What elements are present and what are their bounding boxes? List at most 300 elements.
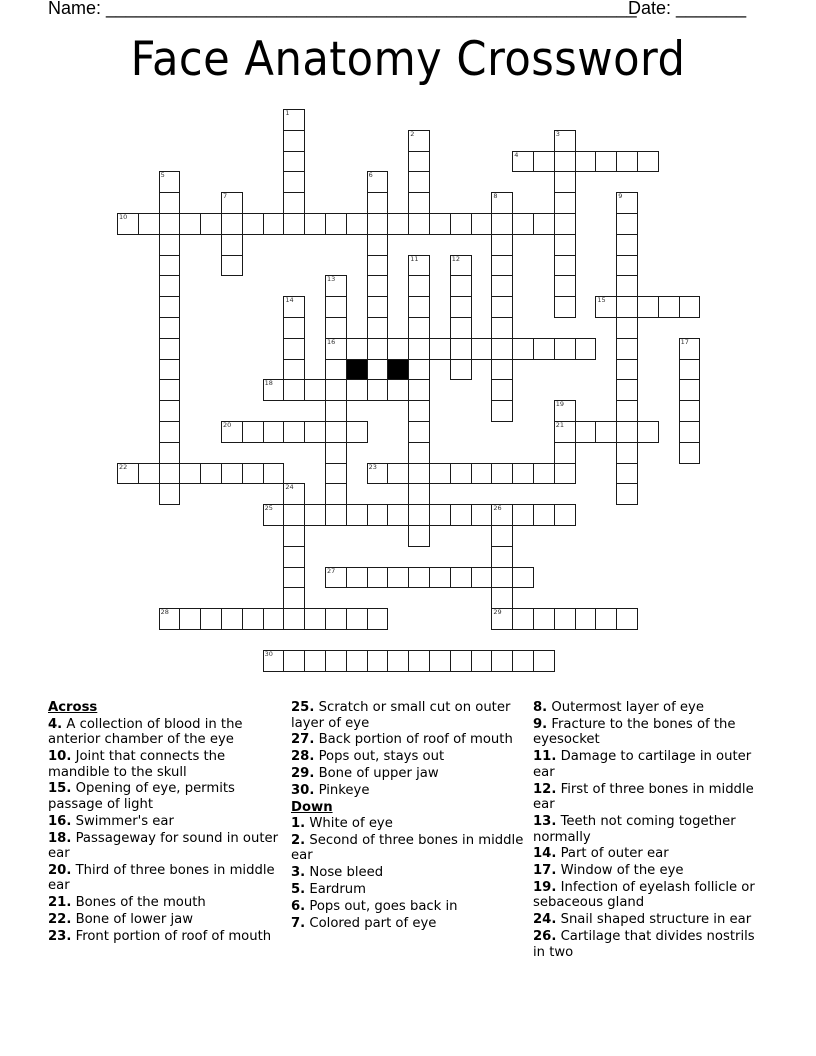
grid-cell[interactable] xyxy=(387,650,409,672)
grid-cell[interactable] xyxy=(367,359,389,381)
clue-number: 18 xyxy=(264,379,273,388)
clue-number: 28 xyxy=(160,608,169,617)
grid-cell[interactable] xyxy=(387,338,409,360)
grid-cell[interactable] xyxy=(367,608,389,630)
grid-cell[interactable] xyxy=(367,255,389,277)
grid-cell[interactable] xyxy=(595,296,617,318)
grid-cell[interactable] xyxy=(346,567,368,589)
grid-cell[interactable] xyxy=(283,483,305,505)
grid-cell[interactable] xyxy=(554,171,576,193)
clue-num: 30. xyxy=(291,782,315,798)
grid-cell[interactable] xyxy=(679,296,701,318)
grid-cell[interactable] xyxy=(408,171,430,193)
clue-num: 24. xyxy=(533,912,557,928)
grid-cell[interactable] xyxy=(408,650,430,672)
grid-cell[interactable] xyxy=(471,504,493,526)
grid-cell[interactable] xyxy=(346,608,368,630)
grid-cell[interactable] xyxy=(554,442,576,464)
grid-cell[interactable] xyxy=(263,421,285,443)
grid-cell[interactable] xyxy=(491,275,513,297)
grid-cell[interactable] xyxy=(491,587,513,609)
grid-cell[interactable] xyxy=(616,275,638,297)
grid-cell[interactable] xyxy=(491,463,513,485)
grid-cell[interactable] xyxy=(554,275,576,297)
grid-cell[interactable] xyxy=(200,213,222,235)
grid-cell[interactable] xyxy=(491,338,513,360)
clue-num: 4. xyxy=(48,716,63,732)
grid-cell[interactable] xyxy=(159,483,181,505)
grid-cell[interactable] xyxy=(450,338,472,360)
grid-cell[interactable] xyxy=(450,317,472,339)
grid-cell[interactable] xyxy=(159,275,181,297)
grid-cell[interactable] xyxy=(408,296,430,318)
grid-cell[interactable] xyxy=(616,151,638,173)
grid-cell[interactable] xyxy=(554,130,576,152)
clue-text: A collection of blood in the anterior chamber of the eye xyxy=(48,716,243,748)
grid-cell[interactable] xyxy=(242,421,264,443)
grid-cell[interactable] xyxy=(117,463,139,485)
grid-cell[interactable] xyxy=(304,650,326,672)
grid-cell[interactable] xyxy=(575,151,597,173)
grid-cell[interactable] xyxy=(595,151,617,173)
grid-cell[interactable] xyxy=(283,546,305,568)
clue-number: 24 xyxy=(285,483,294,492)
grid-cell[interactable] xyxy=(408,192,430,214)
grid-cell[interactable] xyxy=(304,608,326,630)
grid-cell[interactable] xyxy=(408,317,430,339)
grid-cell[interactable] xyxy=(283,504,305,526)
grid-cell[interactable] xyxy=(429,650,451,672)
grid-cell[interactable] xyxy=(491,608,513,630)
clue-text: Colored part of eye xyxy=(305,915,437,931)
grid-cell[interactable] xyxy=(283,109,305,131)
grid-cell[interactable] xyxy=(325,421,347,443)
grid-cell[interactable] xyxy=(283,567,305,589)
grid-cell[interactable] xyxy=(408,338,430,360)
grid-cell[interactable] xyxy=(221,255,243,277)
clue-num: 28. xyxy=(291,749,315,765)
grid-cell[interactable] xyxy=(221,234,243,256)
clue-number: 9 xyxy=(618,192,623,201)
grid-cell[interactable] xyxy=(325,504,347,526)
clue-across-item xyxy=(48,912,284,928)
grid-cell[interactable] xyxy=(367,567,389,589)
name-label: Name: xyxy=(48,0,102,18)
grid-cell[interactable] xyxy=(179,213,201,235)
grid-cell[interactable] xyxy=(283,338,305,360)
grid-cell[interactable] xyxy=(450,359,472,381)
grid-cell[interactable] xyxy=(159,379,181,401)
grid-cell[interactable] xyxy=(616,379,638,401)
grid-cell[interactable] xyxy=(346,338,368,360)
grid-cell[interactable] xyxy=(595,608,617,630)
grid-cell[interactable] xyxy=(367,171,389,193)
clue-text: Bones of the mouth xyxy=(71,895,206,911)
grid-cell[interactable] xyxy=(367,234,389,256)
clue-num: 23. xyxy=(48,928,72,944)
grid-cell[interactable] xyxy=(512,504,534,526)
grid-cell[interactable] xyxy=(491,359,513,381)
grid-cell[interactable] xyxy=(450,255,472,277)
grid-cell[interactable] xyxy=(450,567,472,589)
grid-cell[interactable] xyxy=(471,650,493,672)
clue-num: 8. xyxy=(533,700,548,715)
grid-cell[interactable] xyxy=(221,421,243,443)
grid-cell[interactable] xyxy=(471,338,493,360)
clue-number: 1 xyxy=(285,109,290,117)
grid-cell[interactable] xyxy=(512,338,534,360)
grid-cell[interactable] xyxy=(679,379,701,401)
grid-cell[interactable] xyxy=(242,463,264,485)
grid-cell[interactable] xyxy=(429,504,451,526)
grid-cell[interactable] xyxy=(367,296,389,318)
grid-cell[interactable] xyxy=(159,213,181,235)
grid-cell[interactable] xyxy=(491,504,513,526)
grid-cell[interactable] xyxy=(325,567,347,589)
grid-cell[interactable] xyxy=(616,255,638,277)
grid-cell[interactable] xyxy=(595,421,617,443)
grid-cell[interactable] xyxy=(325,317,347,339)
grid-cell[interactable] xyxy=(159,421,181,443)
clue-num: 12. xyxy=(533,781,557,797)
grid-cell[interactable] xyxy=(283,359,305,381)
grid-cell[interactable] xyxy=(491,192,513,214)
grid-cell[interactable] xyxy=(283,525,305,547)
grid-cell[interactable] xyxy=(346,213,368,235)
grid-cell[interactable] xyxy=(575,421,597,443)
clue-text: Opening of eye, permits passage of light xyxy=(48,781,235,812)
grid-cell[interactable] xyxy=(159,359,181,381)
grid-cell[interactable] xyxy=(263,379,285,401)
grid-cell[interactable] xyxy=(491,546,513,568)
grid-cell[interactable] xyxy=(387,567,409,589)
clue-number: 11 xyxy=(410,254,419,263)
grid-cell[interactable] xyxy=(325,463,347,485)
clue-down-item xyxy=(533,749,769,780)
grid-cell[interactable] xyxy=(512,463,534,485)
clue-number: 23 xyxy=(368,462,377,471)
grid-cell[interactable] xyxy=(616,359,638,381)
clue-across-item xyxy=(48,749,284,780)
grid-cell[interactable] xyxy=(616,608,638,630)
grid-cell[interactable] xyxy=(491,213,513,235)
clue-text: Bone of lower jaw xyxy=(71,912,194,928)
grid-cell[interactable] xyxy=(325,296,347,318)
grid-cell[interactable] xyxy=(283,379,305,401)
grid-cell[interactable] xyxy=(491,525,513,547)
clue-text: Outermost layer of eye xyxy=(547,700,704,715)
clue-num: 17. xyxy=(533,863,557,879)
grid-cell[interactable] xyxy=(283,317,305,339)
grid-cell[interactable] xyxy=(325,442,347,464)
grid-cell[interactable] xyxy=(554,296,576,318)
grid-cell[interactable] xyxy=(283,171,305,193)
grid-cell[interactable] xyxy=(263,213,285,235)
grid-cell[interactable] xyxy=(283,587,305,609)
grid-cell[interactable] xyxy=(346,379,368,401)
grid-cell[interactable] xyxy=(616,192,638,214)
grid-cell[interactable] xyxy=(679,442,701,464)
grid-cell[interactable] xyxy=(533,504,555,526)
grid-cell[interactable] xyxy=(179,608,201,630)
grid-cell[interactable] xyxy=(263,463,285,485)
grid-cell[interactable] xyxy=(554,338,576,360)
clue-text: Teeth not coming together normally xyxy=(533,813,736,845)
grid-cell[interactable] xyxy=(408,130,430,152)
grid-cell[interactable] xyxy=(429,567,451,589)
grid-cell[interactable] xyxy=(491,379,513,401)
grid-cell[interactable] xyxy=(471,213,493,235)
grid-cell[interactable] xyxy=(159,255,181,277)
grid-cell[interactable] xyxy=(200,608,222,630)
grid-cell[interactable] xyxy=(367,192,389,214)
clue-number: 21 xyxy=(555,421,565,429)
grid-cell[interactable] xyxy=(533,338,555,360)
clue-across-item xyxy=(48,717,284,748)
grid-cell[interactable] xyxy=(408,359,430,381)
clue-across-item xyxy=(48,895,284,911)
grid-cell[interactable] xyxy=(533,213,555,235)
clue-num: 16. xyxy=(48,813,72,829)
clue-number: 7 xyxy=(223,192,228,201)
grid-cell[interactable] xyxy=(429,338,451,360)
grid-cell[interactable] xyxy=(554,463,576,485)
grid-cell[interactable] xyxy=(616,421,638,443)
grid-cell[interactable] xyxy=(325,359,347,381)
grid-cell[interactable] xyxy=(450,296,472,318)
grid-cell[interactable] xyxy=(679,359,701,381)
grid-cell[interactable] xyxy=(554,192,576,214)
grid-cell[interactable] xyxy=(159,400,181,422)
clue-num: 15. xyxy=(48,781,72,797)
grid-cell[interactable] xyxy=(512,213,534,235)
grid-cell[interactable] xyxy=(408,483,430,505)
clue-num: 6. xyxy=(291,898,306,914)
grid-cell[interactable] xyxy=(554,151,576,173)
grid-cell[interactable] xyxy=(408,463,430,485)
clues-column-2 xyxy=(291,700,527,932)
grid-cell[interactable] xyxy=(408,504,430,526)
clue-number: 13 xyxy=(327,275,336,284)
grid-cell[interactable] xyxy=(491,317,513,339)
grid-cell[interactable] xyxy=(325,213,347,235)
grid-cell[interactable] xyxy=(533,650,555,672)
grid-cell[interactable] xyxy=(283,650,305,672)
grid-cell[interactable] xyxy=(159,338,181,360)
grid-cell[interactable] xyxy=(159,234,181,256)
grid-cell[interactable] xyxy=(616,317,638,339)
grid-cell[interactable] xyxy=(616,338,638,360)
grid-cell[interactable] xyxy=(221,213,243,235)
grid-cell[interactable] xyxy=(408,213,430,235)
clue-num: 21. xyxy=(48,895,72,911)
grid-cell[interactable] xyxy=(679,338,701,360)
grid-cell[interactable] xyxy=(367,379,389,401)
grid-cell[interactable] xyxy=(408,525,430,547)
grid-cell[interactable] xyxy=(138,213,160,235)
grid-cell[interactable] xyxy=(450,213,472,235)
grid-cell[interactable] xyxy=(242,213,264,235)
grid-cell[interactable] xyxy=(616,400,638,422)
grid-cell[interactable] xyxy=(637,151,659,173)
grid-cell[interactable] xyxy=(325,338,347,360)
grid-cell[interactable] xyxy=(554,213,576,235)
grid-cell[interactable] xyxy=(637,421,659,443)
grid-cell[interactable] xyxy=(533,608,555,630)
grid-cell[interactable] xyxy=(346,650,368,672)
grid-cell[interactable] xyxy=(491,567,513,589)
grid-cell[interactable] xyxy=(616,442,638,464)
grid-cell[interactable] xyxy=(304,379,326,401)
grid-cell[interactable] xyxy=(471,463,493,485)
grid-cell[interactable] xyxy=(159,192,181,214)
clue-text: White of eye xyxy=(305,816,393,832)
grid-cell[interactable] xyxy=(263,650,285,672)
grid-cell[interactable] xyxy=(616,483,638,505)
clue-num: 18. xyxy=(48,830,72,846)
grid-cell[interactable] xyxy=(283,608,305,630)
clue-num: 25. xyxy=(291,700,315,715)
grid-cell[interactable] xyxy=(387,463,409,485)
grid-cell[interactable] xyxy=(159,296,181,318)
grid-cell[interactable] xyxy=(159,171,181,193)
grid-cell[interactable] xyxy=(679,421,701,443)
clue-num: 10. xyxy=(48,748,72,764)
grid-cell[interactable] xyxy=(408,421,430,443)
grid-cell[interactable] xyxy=(616,463,638,485)
grid-cell[interactable] xyxy=(491,296,513,318)
grid-cell[interactable] xyxy=(533,463,555,485)
clue-number: 12 xyxy=(451,254,461,263)
grid-cell[interactable] xyxy=(304,213,326,235)
grid-cell[interactable] xyxy=(242,608,264,630)
grid-cell[interactable] xyxy=(387,504,409,526)
grid-cell[interactable] xyxy=(367,275,389,297)
grid-cell[interactable] xyxy=(367,650,389,672)
grid-cell[interactable] xyxy=(387,213,409,235)
grid-cell[interactable] xyxy=(221,608,243,630)
grid-cell[interactable] xyxy=(450,504,472,526)
grid-cell[interactable] xyxy=(554,504,576,526)
grid-cell[interactable] xyxy=(221,463,243,485)
grid-cell[interactable] xyxy=(429,463,451,485)
grid-cell[interactable] xyxy=(408,442,430,464)
grid-cell[interactable] xyxy=(408,255,430,277)
grid-cell[interactable] xyxy=(554,421,576,443)
grid-cell[interactable] xyxy=(408,400,430,422)
grid-cell[interactable] xyxy=(616,213,638,235)
grid-cell[interactable] xyxy=(491,650,513,672)
grid-cell[interactable] xyxy=(283,130,305,152)
grid-cell[interactable] xyxy=(367,317,389,339)
grid-cell[interactable] xyxy=(200,463,222,485)
grid-cell[interactable] xyxy=(221,192,243,214)
grid-cell[interactable] xyxy=(159,442,181,464)
grid-cell[interactable] xyxy=(387,379,409,401)
grid-cell[interactable] xyxy=(512,650,534,672)
date-blank[interactable]: _______ xyxy=(676,0,747,18)
grid-cell[interactable] xyxy=(304,504,326,526)
clue-text: Scratch or small cut on outer layer of eye xyxy=(291,700,511,731)
grid-cell[interactable] xyxy=(325,275,347,297)
grid-cell[interactable] xyxy=(554,255,576,277)
name-blank[interactable]: _____________________________________________________ xyxy=(106,0,637,18)
clue-across-item xyxy=(48,929,284,945)
grid-cell[interactable] xyxy=(325,608,347,630)
grid-cell[interactable] xyxy=(325,400,347,422)
grid-cell[interactable] xyxy=(512,608,534,630)
grid-cell[interactable] xyxy=(450,650,472,672)
grid-cell[interactable] xyxy=(367,504,389,526)
grid-cell[interactable] xyxy=(491,255,513,277)
grid-cell[interactable] xyxy=(325,379,347,401)
grid-cell[interactable] xyxy=(575,338,597,360)
clue-down-item xyxy=(533,782,769,813)
grid-cell[interactable] xyxy=(450,463,472,485)
grid-cell[interactable] xyxy=(491,400,513,422)
clue-across-item xyxy=(48,863,284,894)
grid-cell[interactable] xyxy=(658,296,680,318)
grid-cell[interactable] xyxy=(471,567,493,589)
grid-cell[interactable] xyxy=(283,421,305,443)
grid-cell[interactable] xyxy=(346,504,368,526)
grid-cell[interactable] xyxy=(367,463,389,485)
grid-cell[interactable] xyxy=(304,421,326,443)
grid-cell[interactable] xyxy=(512,567,534,589)
grid-cell[interactable] xyxy=(159,608,181,630)
grid-cell[interactable] xyxy=(491,234,513,256)
grid-cell[interactable] xyxy=(283,192,305,214)
grid-cell[interactable] xyxy=(408,275,430,297)
grid-cell[interactable] xyxy=(408,567,430,589)
grid-cell[interactable] xyxy=(159,463,181,485)
grid-cell[interactable] xyxy=(179,463,201,485)
grid-cell[interactable] xyxy=(450,275,472,297)
clue-num: 29. xyxy=(291,765,315,781)
grid-cell[interactable] xyxy=(616,296,638,318)
grid-cell[interactable] xyxy=(117,213,139,235)
grid-cell[interactable] xyxy=(429,213,451,235)
grid-cell[interactable] xyxy=(367,338,389,360)
grid-cell[interactable] xyxy=(346,421,368,443)
grid-cell[interactable] xyxy=(367,213,389,235)
clue-text: Damage to cartilage in outer ear xyxy=(533,749,752,780)
grid-cell[interactable] xyxy=(408,151,430,173)
grid-cell[interactable] xyxy=(159,317,181,339)
grid-cell[interactable] xyxy=(283,151,305,173)
grid-cell[interactable] xyxy=(263,608,285,630)
grid-cell[interactable] xyxy=(283,213,305,235)
grid-cell[interactable] xyxy=(554,400,576,422)
grid-cell[interactable] xyxy=(616,234,638,256)
grid-cell[interactable] xyxy=(408,379,430,401)
clue-number: 8 xyxy=(493,192,498,201)
black-cell xyxy=(387,359,409,381)
grid-cell[interactable] xyxy=(512,151,534,173)
grid-cell[interactable] xyxy=(637,296,659,318)
grid-cell[interactable] xyxy=(263,504,285,526)
grid-cell[interactable] xyxy=(554,234,576,256)
grid-cell[interactable] xyxy=(679,400,701,422)
grid-cell[interactable] xyxy=(138,463,160,485)
grid-cell[interactable] xyxy=(533,151,555,173)
grid-cell[interactable] xyxy=(283,296,305,318)
grid-cell[interactable] xyxy=(325,483,347,505)
clue-number: 26 xyxy=(493,504,502,513)
grid-cell[interactable] xyxy=(325,650,347,672)
grid-cell[interactable] xyxy=(575,608,597,630)
grid-cell[interactable] xyxy=(554,608,576,630)
